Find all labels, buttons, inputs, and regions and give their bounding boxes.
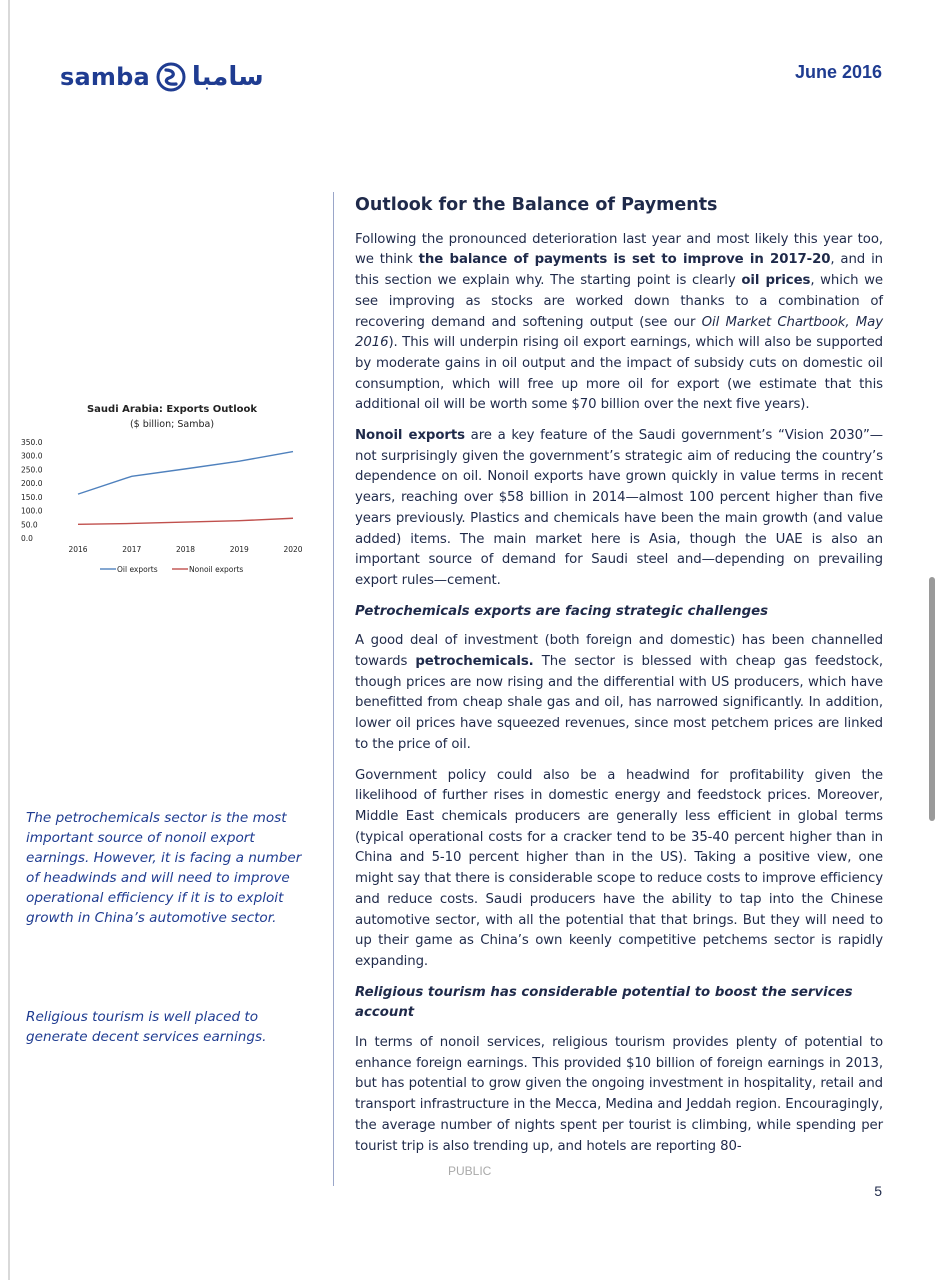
chart-subtitle: ($ billion; Samba) xyxy=(129,419,215,430)
paragraph-nonoil-exports: Nonoil exports are a key feature of the Saudi government’s “Vision 2030”—not surprisingly given the government’s strategic aim of reducing the country’s dependence on oil. Nonoil exports have grown quickly in value terms in recent years, reaching over $58 billion in 2014—almost 100 percent higher than five years previously. Plastics and chemicals have been the main growth (and value added) items. The main market here is Asia, though the UAE is also an important source of demand for Saudi steel and—depending on prevailing export rules—cement. xyxy=(355,428,883,588)
exports-outlook-chart xyxy=(20,395,320,580)
samba-emblem-icon xyxy=(156,62,186,92)
series-lines xyxy=(78,452,293,525)
chart-legend xyxy=(100,565,243,574)
scrollbar-thumb[interactable] xyxy=(929,577,935,821)
paragraph-government-policy: Government policy could also be a headwind for profitability given the likelihood of further rises in domestic energy and feedstock prices. Moreover, Middle East chemicals producers are generally less efficient in global terms (typical operational costs for a cracker tend to be 35-40 percent higher than in China and 5-10 percent higher than in the US). Taking a positive view, one might say that there is considerable scope to reduce costs to improve efficiency and reduce costs. Saudi producers have the ability to tap into the Chinese automotive sector, with all the potential that that brings. But they will need to up their game as China’s own keenly competitive petchems sector is rapidly expanding. xyxy=(355,767,883,969)
paragraph-religious-tourism: In terms of nonoil services, religious tourism provides plenty of potential to enhance foreign earnings. This provided $10 billion of foreign earnings in 2013, but has potential to grow given the ongoing investment in hospitality, retail and transport infrastructure in the Mecca, Medina and Jeddah region. Encouragingly, the average number of nights spent per tourist is climbing, while spending per tourist trip is also trending up, and hotels are reporting 80- xyxy=(355,1035,883,1154)
column-divider xyxy=(333,192,334,1186)
report-date: June 2016 xyxy=(794,62,882,82)
chart-title: Saudi Arabia: Exports Outlook xyxy=(86,404,258,415)
y-tick-label: 250.0 xyxy=(21,465,43,475)
y-tick-label: 350.0 xyxy=(21,438,43,447)
paragraph-oil-prices: Following the pronounced deterioration last year and most likely this year too, we think the balance of payments is set to improve in 2017-20, and in this section we explain why. The starting point is clearly oil prices, which we see improving as stocks are worked down thanks to a combination of recovering demand and softening output (see our Oil Market Chartbook, May 2016). This will underpin rising oil export earnings, which will also be supported by moderate gains in oil output and the impact of subsidy cuts on domestic oil consumption, which will free up more oil for export (we estimate that this additional oil will be worth some $70 billion over the next five years). xyxy=(355,231,883,413)
y-tick-label: 300.0 xyxy=(21,451,43,461)
x-tick-label: 2017 xyxy=(122,545,142,554)
legend-label: Nonoil exports xyxy=(189,565,244,574)
y-tick-labels xyxy=(21,438,43,543)
logo-text-english: samba xyxy=(60,63,150,91)
legend-label: Oil exports xyxy=(117,565,158,574)
x-tick-label: 2018 xyxy=(175,545,196,554)
series-line-nonoil-exports xyxy=(78,518,293,524)
x-tick-label: 2019 xyxy=(229,545,249,554)
y-tick-label: 50.0 xyxy=(21,520,38,530)
x-tick-label: 2016 xyxy=(68,545,88,554)
subheading-petrochemicals: Petrochemicals exports are facing strategic challenges xyxy=(355,603,769,619)
y-tick-label: 150.0 xyxy=(21,492,43,502)
y-tick-label: 200.0 xyxy=(21,479,43,489)
main-column xyxy=(355,195,883,1167)
y-tick-label: 0.0 xyxy=(21,534,33,543)
side-note-tourism: Religious tourism is well placed to generate decent services earnings. xyxy=(26,1009,267,1045)
section-title: Outlook for the Balance of Payments xyxy=(355,195,718,215)
page-edge xyxy=(8,0,10,1280)
page-number: 5 xyxy=(874,1183,882,1199)
samba-logo xyxy=(60,62,264,92)
side-note-petrochemicals: The petrochemicals sector is the most important source of nonoil export earnings. However, it is facing a number of headwinds and will need to improve operational efficiency if it is to exploit growth in China’s automotive sector. xyxy=(26,810,302,926)
logo-text-arabic: سامبا xyxy=(191,62,264,92)
paragraph-petrochemicals: A good deal of investment (both foreign and domestic) has been channelled towards petrochemicals. The sector is blessed with cheap gas feedstock, though prices are now rising and the differential with US producers, which have benefitted from cheap shale gas and oil, has narrowed significantly. In addition, lower oil prices have squeezed revenues, since most petchem prices are linked to the price of oil. xyxy=(355,633,883,752)
series-line-oil-exports xyxy=(78,452,293,495)
chart-svg xyxy=(20,395,320,580)
classification-label: PUBLIC xyxy=(448,1164,492,1178)
subheading-religious-tourism: Religious tourism has considerable potential to boost the services account xyxy=(355,984,853,1021)
x-tick-labels xyxy=(68,545,302,554)
y-tick-label: 100.0 xyxy=(21,506,43,516)
x-tick-label: 2020 xyxy=(283,545,303,554)
